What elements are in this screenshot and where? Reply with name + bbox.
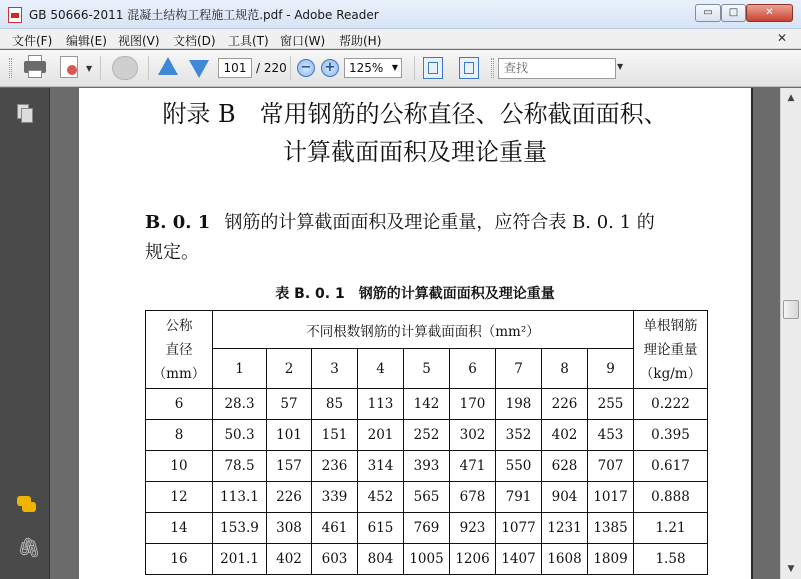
cell-area: 113 bbox=[358, 389, 404, 420]
cell-area: 461 bbox=[312, 513, 358, 544]
cell-diameter: 12 bbox=[146, 482, 213, 513]
share-document-icon[interactable] bbox=[60, 56, 78, 78]
cell-area: 170 bbox=[450, 389, 496, 420]
header-count: 8 bbox=[542, 349, 588, 389]
menu-document[interactable]: 文档(D) bbox=[173, 34, 216, 48]
cell-unit-weight: 0.617 bbox=[634, 451, 708, 482]
cell-area: 142 bbox=[404, 389, 450, 420]
header-text: 理论重量 bbox=[643, 341, 698, 358]
cell-area: 352 bbox=[496, 420, 542, 451]
header-count: 4 bbox=[358, 349, 404, 389]
header-area-by-bar-count: 不同根数钢筋的计算截面面积（mm²） bbox=[213, 311, 634, 349]
toolbar-separator bbox=[148, 56, 149, 80]
cell-diameter: 8 bbox=[146, 420, 213, 451]
cell-area: 923 bbox=[450, 513, 496, 544]
cell-area: 707 bbox=[588, 451, 634, 482]
fit-page-icon[interactable] bbox=[459, 57, 479, 79]
comments-panel-icon[interactable] bbox=[17, 496, 35, 516]
collaborate-icon[interactable] bbox=[112, 56, 138, 80]
zoom-out-button[interactable]: − bbox=[297, 59, 315, 77]
menu-bar bbox=[0, 29, 801, 49]
cell-unit-weight: 0.222 bbox=[634, 389, 708, 420]
header-count: 3 bbox=[312, 349, 358, 389]
next-page-icon[interactable] bbox=[189, 60, 209, 78]
cell-area: 550 bbox=[496, 451, 542, 482]
menu-window[interactable]: 窗口(W) bbox=[280, 34, 326, 48]
cell-diameter: 10 bbox=[146, 451, 213, 482]
cell-area: 201.1 bbox=[213, 544, 267, 575]
fit-width-icon[interactable] bbox=[423, 57, 443, 79]
pdf-page bbox=[79, 88, 751, 579]
header-text: （mm） bbox=[152, 365, 206, 382]
document-close-icon[interactable]: ✕ bbox=[777, 31, 788, 45]
cell-area: 101 bbox=[267, 420, 312, 451]
header-text: 单根钢筋 bbox=[643, 317, 698, 334]
cell-area: 153.9 bbox=[213, 513, 267, 544]
cell-area: 678 bbox=[450, 482, 496, 513]
scroll-thumb[interactable] bbox=[783, 300, 799, 319]
cell-area: 1385 bbox=[588, 513, 634, 544]
scroll-up-icon[interactable]: ▲ bbox=[787, 93, 795, 103]
cell-area: 1809 bbox=[588, 544, 634, 575]
cell-diameter: 16 bbox=[146, 544, 213, 575]
header-text: （kg/m） bbox=[639, 365, 702, 382]
minimize-button[interactable]: ▭ bbox=[695, 4, 721, 22]
page-edge bbox=[751, 88, 753, 579]
clause-number: B. 0. 1 bbox=[145, 212, 211, 233]
printer-icon-paper bbox=[28, 70, 42, 78]
table-row bbox=[146, 513, 708, 544]
title-bar bbox=[0, 0, 801, 29]
cell-area: 1005 bbox=[404, 544, 450, 575]
cell-area: 314 bbox=[358, 451, 404, 482]
table-row bbox=[146, 544, 708, 575]
zoom-level-value: 125% bbox=[349, 61, 384, 75]
cell-area: 471 bbox=[450, 451, 496, 482]
cell-area: 236 bbox=[312, 451, 358, 482]
attachments-paperclip-icon[interactable]: 🖇 bbox=[17, 537, 42, 559]
navigation-pane bbox=[0, 88, 50, 579]
cell-area: 804 bbox=[358, 544, 404, 575]
page-number-input[interactable]: 101 bbox=[218, 58, 252, 78]
cell-area: 402 bbox=[267, 544, 312, 575]
cell-area: 1231 bbox=[542, 513, 588, 544]
cell-unit-weight: 0.888 bbox=[634, 482, 708, 513]
cell-area: 615 bbox=[358, 513, 404, 544]
toolbar bbox=[0, 50, 801, 87]
cell-area: 453 bbox=[588, 420, 634, 451]
table-row bbox=[146, 451, 708, 482]
cell-unit-weight: 0.395 bbox=[634, 420, 708, 451]
cell-unit-weight: 1.58 bbox=[634, 544, 708, 575]
toolbar-grip[interactable] bbox=[491, 58, 494, 78]
pages-panel-icon[interactable] bbox=[17, 104, 35, 124]
close-button[interactable]: ✕ bbox=[746, 4, 793, 22]
cell-area: 791 bbox=[496, 482, 542, 513]
menu-edit[interactable]: 编辑(E) bbox=[66, 34, 107, 48]
cell-area: 628 bbox=[542, 451, 588, 482]
cell-area: 226 bbox=[542, 389, 588, 420]
header-text: 公称 bbox=[165, 317, 193, 334]
search-input[interactable]: 查找 bbox=[498, 58, 616, 79]
window-title: GB 50666-2011 混凝土结构工程施工规范.pdf - Adobe Reader bbox=[29, 8, 379, 22]
document-viewport[interactable] bbox=[51, 88, 780, 579]
cell-area: 603 bbox=[312, 544, 358, 575]
cell-area: 904 bbox=[542, 482, 588, 513]
cell-area: 769 bbox=[404, 513, 450, 544]
chevron-down-icon: ▼ bbox=[391, 63, 398, 72]
table-body bbox=[146, 389, 708, 575]
cell-area: 1407 bbox=[496, 544, 542, 575]
toolbar-separator bbox=[414, 56, 415, 80]
cell-area: 151 bbox=[312, 420, 358, 451]
cell-unit-weight: 1.21 bbox=[634, 513, 708, 544]
clause-paragraph bbox=[145, 208, 655, 234]
header-count: 5 bbox=[404, 349, 450, 389]
table-caption: 表 B. 0. 1 钢筋的计算截面面积及理论重量 bbox=[275, 286, 555, 302]
previous-page-icon[interactable] bbox=[158, 57, 178, 75]
clause-text-continued: 规定。 bbox=[145, 242, 199, 263]
table-row bbox=[146, 482, 708, 513]
cell-area: 565 bbox=[404, 482, 450, 513]
cell-area: 57 bbox=[267, 389, 312, 420]
header-count: 9 bbox=[588, 349, 634, 389]
header-nominal-diameter bbox=[146, 311, 213, 389]
cell-area: 452 bbox=[358, 482, 404, 513]
page-total: / 220 bbox=[256, 61, 287, 75]
appendix-heading-line1: 附录 B 常用钢筋的公称直径、公称截面面积、 bbox=[162, 100, 668, 128]
cell-area: 50.3 bbox=[213, 420, 267, 451]
cell-area: 393 bbox=[404, 451, 450, 482]
cell-area: 78.5 bbox=[213, 451, 267, 482]
cell-area: 339 bbox=[312, 482, 358, 513]
header-count: 6 bbox=[450, 349, 496, 389]
cell-area: 1206 bbox=[450, 544, 496, 575]
cell-area: 1608 bbox=[542, 544, 588, 575]
cell-area: 302 bbox=[450, 420, 496, 451]
share-dropdown-icon[interactable]: ▼ bbox=[86, 64, 93, 73]
scroll-down-icon[interactable]: ▼ bbox=[787, 564, 795, 574]
header-count: 2 bbox=[267, 349, 312, 389]
search-dropdown-icon[interactable]: ▼ bbox=[617, 62, 624, 71]
cell-area: 402 bbox=[542, 420, 588, 451]
menu-tools[interactable]: 工具(T) bbox=[228, 34, 269, 48]
toolbar-separator bbox=[100, 56, 101, 80]
table-row bbox=[146, 420, 708, 451]
menu-file[interactable]: 文件(F) bbox=[12, 34, 53, 48]
cell-area: 255 bbox=[588, 389, 634, 420]
cell-area: 198 bbox=[496, 389, 542, 420]
zoom-in-button[interactable]: + bbox=[321, 59, 339, 77]
cell-area: 308 bbox=[267, 513, 312, 544]
toolbar-separator bbox=[290, 56, 291, 80]
menu-help[interactable]: 帮助(H) bbox=[339, 34, 382, 48]
header-count: 1 bbox=[213, 349, 267, 389]
rebar-area-weight-table bbox=[145, 310, 708, 575]
cell-area: 157 bbox=[267, 451, 312, 482]
cell-area: 226 bbox=[267, 482, 312, 513]
menu-view[interactable]: 视图(V) bbox=[118, 34, 160, 48]
cell-area: 201 bbox=[358, 420, 404, 451]
cell-area: 113.1 bbox=[213, 482, 267, 513]
cell-area: 28.3 bbox=[213, 389, 267, 420]
header-text: 直径 bbox=[165, 341, 193, 358]
table-row bbox=[146, 389, 708, 420]
cell-area: 252 bbox=[404, 420, 450, 451]
cell-area: 1017 bbox=[588, 482, 634, 513]
clause-text: 钢筋的计算截面面积及理论重量，应符合表 B. 0. 1 的 bbox=[224, 212, 655, 233]
appendix-heading-line2: 计算截面面积及理论重量 bbox=[283, 138, 547, 166]
header-count: 7 bbox=[496, 349, 542, 389]
cell-diameter: 14 bbox=[146, 513, 213, 544]
cell-diameter: 6 bbox=[146, 389, 213, 420]
vertical-scrollbar[interactable] bbox=[780, 88, 801, 579]
pdf-file-icon bbox=[8, 7, 22, 23]
cell-area: 1077 bbox=[496, 513, 542, 544]
header-unit-weight bbox=[634, 311, 708, 389]
cell-area: 85 bbox=[312, 389, 358, 420]
maximize-button[interactable]: □ bbox=[721, 4, 746, 22]
toolbar-grip[interactable] bbox=[9, 58, 12, 78]
zoom-level-select[interactable] bbox=[344, 58, 402, 78]
